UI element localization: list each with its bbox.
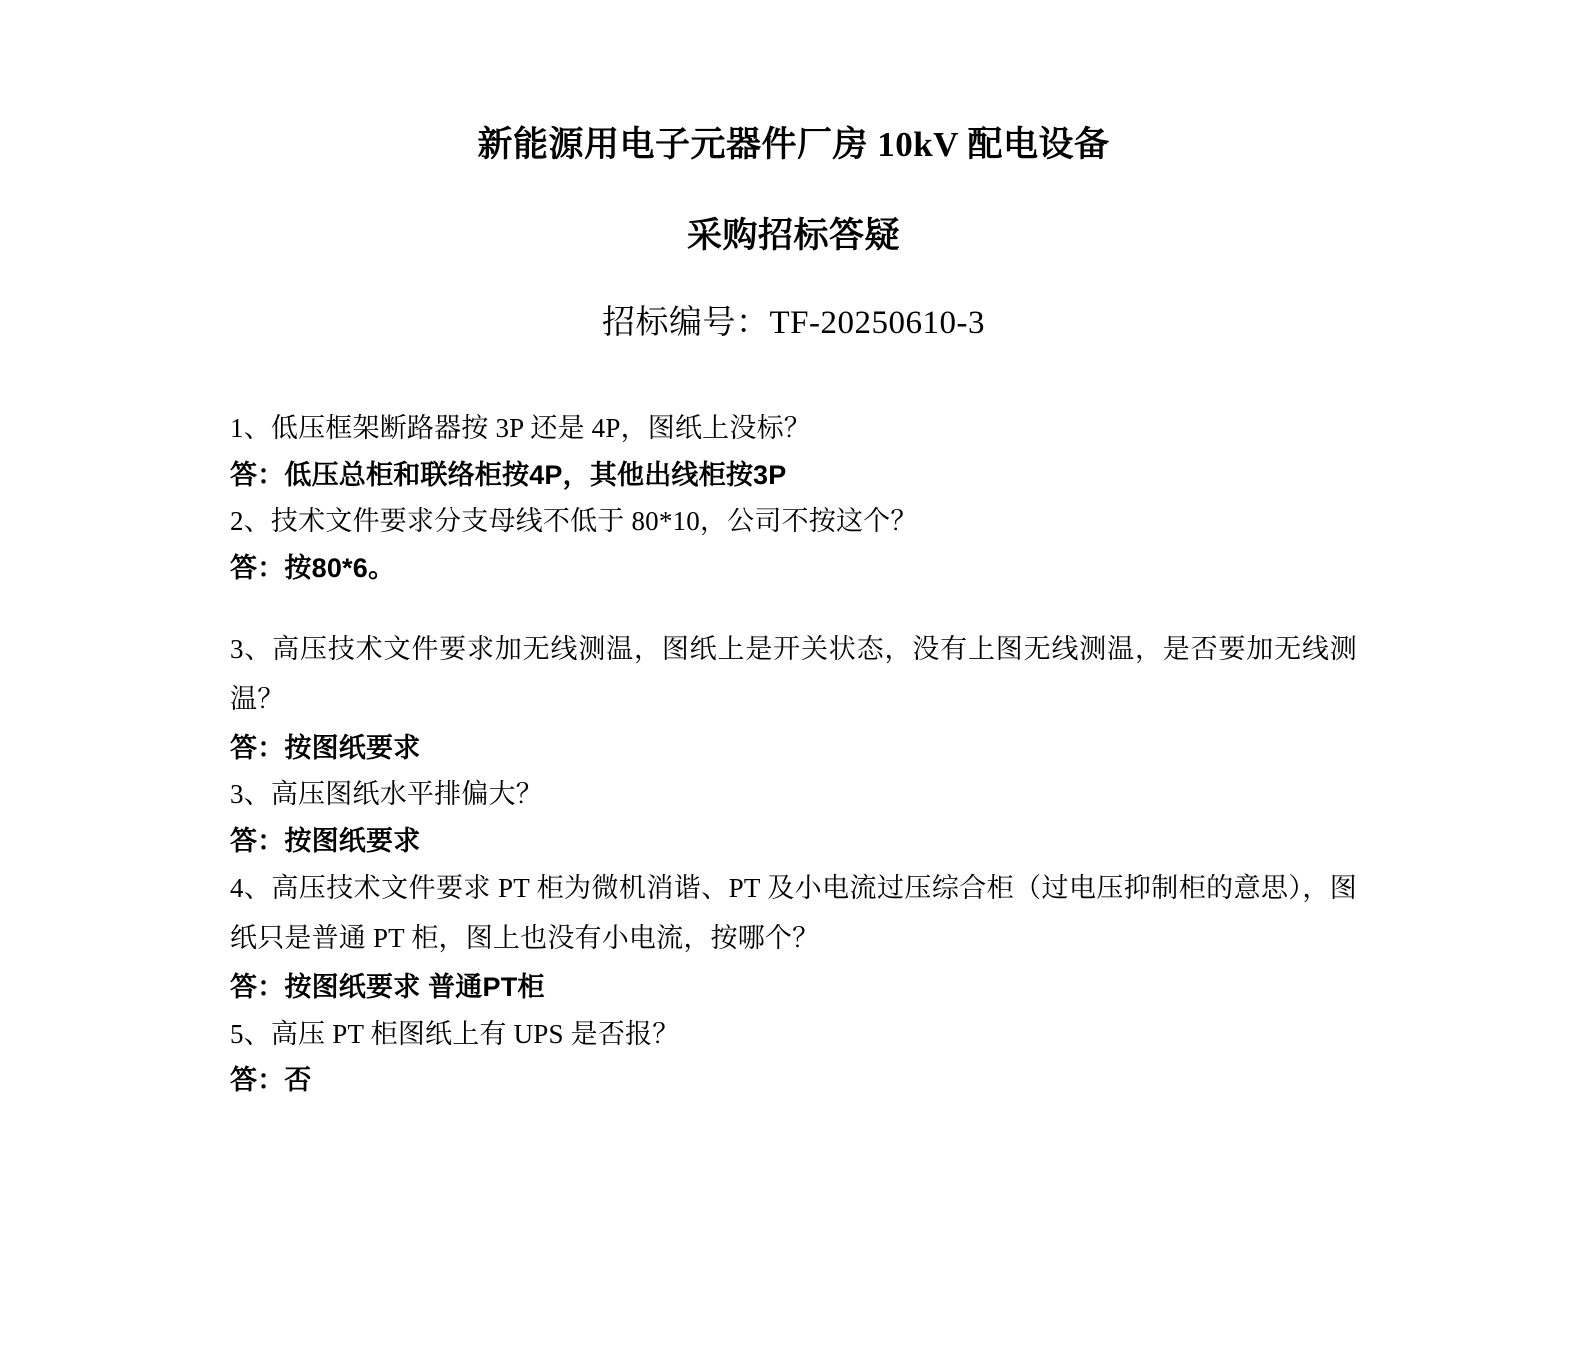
- question-text: 1、低压框架断路器按 3P 还是 4P，图纸上没标？: [230, 413, 811, 444]
- answer-row: [230, 725, 1357, 771]
- qa-item: [230, 625, 1357, 771]
- answer-text: 否: [284, 1065, 312, 1096]
- answer-row: [230, 545, 1357, 591]
- title-block: [230, 120, 1357, 347]
- answer-row: [230, 818, 1357, 864]
- answer-row: [230, 964, 1357, 1010]
- answer-label: 答：: [230, 1065, 285, 1096]
- answer-text: 按图纸要求: [284, 732, 421, 763]
- answer-label: 答：: [230, 825, 285, 856]
- question-text: 4、高压技术文件要求 PT 柜为微机消谐、PT 及小电流过压综合柜（过电压抑制柜的意思），图纸只是普通 PT 柜，图上也没有小电流，按哪个？: [230, 873, 1357, 954]
- answer-text: 按80*6。: [284, 552, 396, 583]
- question-text: 3、高压技术文件要求加无线测温，图纸上是开关状态，没有上图无线测温，是否要加无线测温？: [230, 634, 1357, 715]
- title-line-1: 新能源用电子元器件厂房 10kV 配电设备: [477, 125, 1110, 164]
- page-title: [230, 120, 1357, 262]
- tender-number: 招标编号：TF-20250610-3: [602, 304, 985, 341]
- answer-row: [230, 1057, 1357, 1103]
- qa-item: [230, 498, 1357, 591]
- answer-text: 按图纸要求: [284, 825, 421, 856]
- qa-list: [230, 405, 1357, 1103]
- answer-label: 答：: [230, 552, 285, 583]
- answer-text: 按图纸要求 普通PT柜: [284, 972, 545, 1003]
- answer-label: 答：: [230, 972, 285, 1003]
- answer-text: 低压总柜和联络柜按4P，其他出线柜按3P: [284, 459, 787, 490]
- qa-item: [230, 864, 1357, 1010]
- question-text: 5、高压 PT 柜图纸上有 UPS 是否报？: [230, 1018, 680, 1049]
- qa-item: [230, 1011, 1357, 1104]
- title-line-2: 采购招标答疑: [686, 215, 900, 255]
- answer-label: 答：: [230, 732, 285, 763]
- qa-item: [230, 771, 1357, 864]
- paragraph-gap: [230, 591, 1357, 625]
- answer-label: 答：: [230, 459, 285, 490]
- qa-item: [230, 405, 1357, 498]
- question-text: 3、高压图纸水平排偏大？: [230, 779, 543, 810]
- question-text: 2、技术文件要求分支母线不低于 80*10，公司不按这个？: [230, 506, 918, 537]
- answer-row: [230, 452, 1357, 498]
